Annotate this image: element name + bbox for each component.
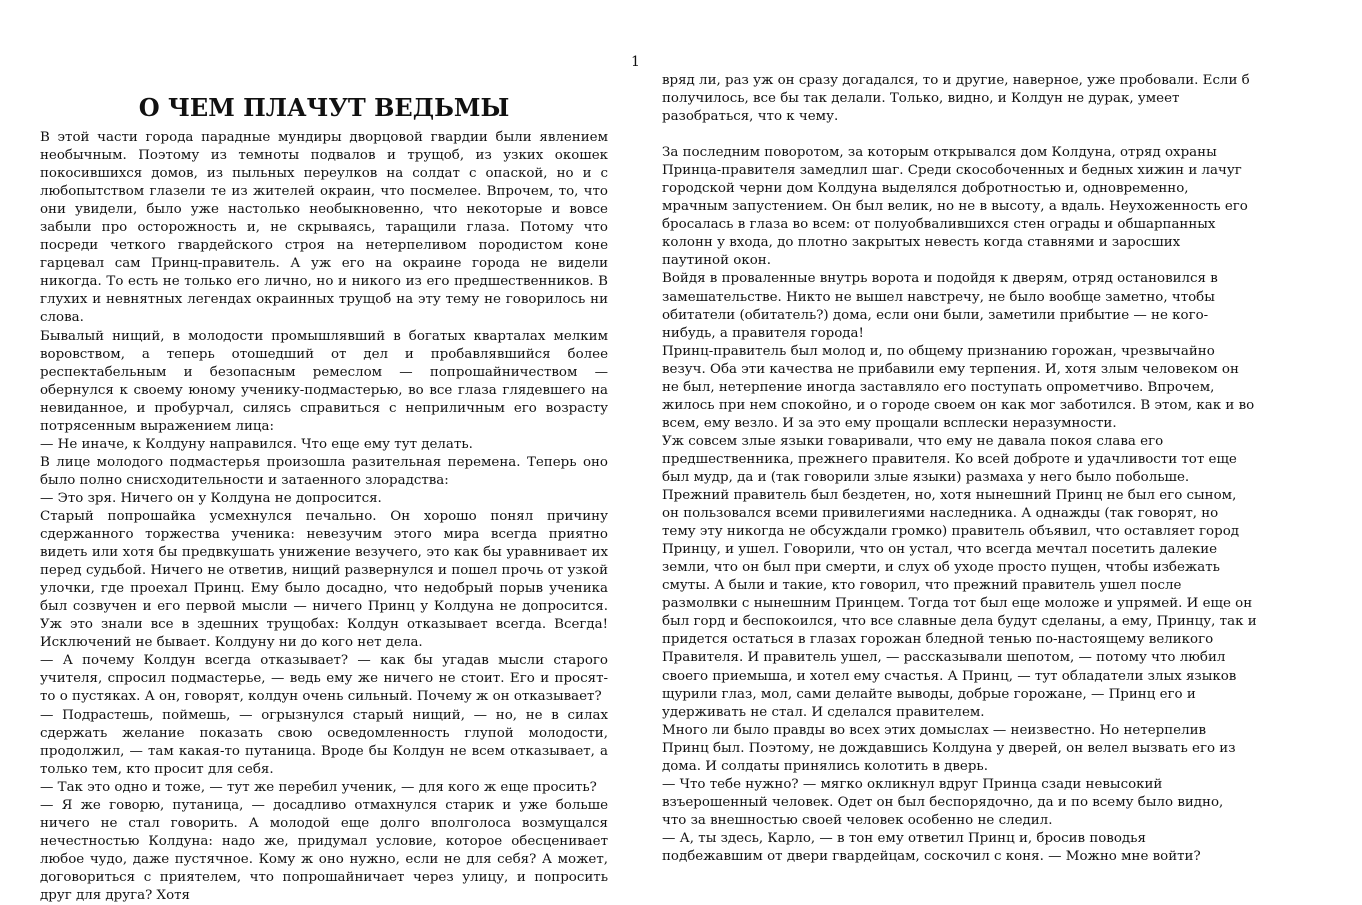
paragraph: — Подрастешь, поймешь, — огрызнулся старый нищий, — но, не в силах сдержать желание показать свою осведомленность глупой молодости, продолжил, — там какая-то путаница. Вроде бы Колдун не всем отказывает, а только тем, кто просит для себя. <box>40 707 608 777</box>
text-line: щурили глаз, мол, сами делайте выводы, добрые горожане, — Принц его и <box>662 686 1196 702</box>
text-line: — А, ты здесь, Карло, — в тон ему ответил Принц и, бросив поводья <box>662 830 1146 846</box>
chapter-title: О ЧЕМ ПЛАЧУТ ВЕДЬМЫ <box>138 93 510 122</box>
text-line: всем, ему везло. И за это ему прощали всплески неразумности. <box>662 415 1117 431</box>
paragraph: Старый попрошайка усмехнулся печально. Он хорошо понял причину сдержанного торжества ученика: невезучим этого мира всегда приятно видеть или хотя бы предвкушать унижение везучего, это как бы уравнивает их перед судьбой. Ничего не ответив, нищий развернулся и пошел прочь от узкой улочки, где проехал Принц. Ему было досадно, что недобрый порыв ученика был созвучен и его первой мысли — ничего Принц у Колдуна не допросится. Уж это знали все в здешних трущобах: Колдун отказывает всегда. Всегда! Исключений не бывает. Колдуну ни до кого нет дела. <box>40 508 608 651</box>
paragraph: — Не иначе, к Колдуну направился. Что еще ему тут делать. <box>40 436 473 452</box>
paragraph: — А почему Колдун всегда отказывает? — как бы угадав мысли старого учителя, спросил подмастерье, — ведь ему же ничего не стоит. Его и просят-то о пустяках. А он, говорят, колдун очень сильный. Почему ж он отказывает? <box>40 653 608 705</box>
text-line: Много ли было правды во всех этих домыслах — неизвестно. Но нетерпелив <box>662 722 1207 738</box>
text-line: земли, что он был при смерти, и слух об уходе просто пущен, чтобы избежать <box>662 560 1220 576</box>
page-number: 1 <box>631 54 640 70</box>
text-line: колонн у входа, до плотно закрытых невесть когда ставнями и заросших <box>662 235 1181 251</box>
left-column <box>40 0 608 903</box>
text-line: он пользовался всеми привилегиями наследника. А однажды (так говорят, но <box>662 506 1219 522</box>
text-line: Принцу, и ушел. Говорили, что он устал, что всегда мечтал посетить далекие <box>662 542 1218 558</box>
text-line: Прежний правитель был бездетен, но, хотя нынешний Принц не был его сыном, <box>662 488 1237 504</box>
text-line: везуч. Оба эти качества не прибавили ему терпения. И, хотя злым человеком он <box>662 361 1239 377</box>
text-line: мрачным запустением. Он был велик, но не в высоту, а вдаль. Неухоженность его <box>662 199 1248 215</box>
left-body-text <box>40 129 608 905</box>
paragraph: — Так это одно и тоже, — тут же перебил ученик, — для кого ж еще просить? <box>40 779 597 795</box>
text-line: удерживать не стал. И сделался правителем. <box>662 704 985 720</box>
paragraph: В этой части города парадные мундиры дворцовой гвардии были явлением необычным. Поэтому из темноты подвалов и трущоб, из узких окошек покосившихся домов, из пыльных переулков на солдат с опаской, но и с любопытством глазели те из жителей окраин, что посмелее. Впрочем, то, что они увидели, было уже настолько необыкновенно, что некоторые и вовсе забыли про осторожность и, не скрываясь, таращили глаза. Потому что посреди четкого гвардейского строя на нетерпеливом породистом коне гарцевал сам Принц-правитель. А уж его на окраине города не видели никогда. То есть не только его лично, но и никого из его предшественников. В глухих и невнятных легендах окраинных трущоб на эту тему не говорилось ни слова. <box>40 130 608 326</box>
text-line: смуты. А были и такие, кто говорил, что прежний правитель ушел после <box>662 578 1182 594</box>
text-line: был горд и беспокоился, что все славные дела будут сделаны, а ему, Принцу, так и <box>662 614 1257 630</box>
text-line: взъерошенный человек. Одет он был беспорядочно, да и по всему было видно, <box>662 794 1224 810</box>
text-line: вряд ли, раз уж он сразу догадался, то и другие, наверное, уже пробовали. Если б <box>662 73 1250 88</box>
text-line: городской черни дом Колдуна выделялся добротностью и, одновременно, <box>662 181 1189 197</box>
text-line: Принц-правитель был молод и, по общему признанию горожан, чрезвычайно <box>662 343 1215 359</box>
paragraph: В лице молодого подмастерья произошла разительная перемена. Теперь оно было полно снисходительности и затаенного злорадства: <box>40 454 608 488</box>
text-line: размолвки с нынешним Принцем. Тогда тот был еще моложе и упрямей. И еще он <box>662 596 1253 612</box>
text-line: что за внешностью своей человек особенно не следил. <box>662 812 1053 828</box>
paragraph: — Я же говорю, путаница, — досадливо отмахнулся старик и уже больше ничего не стал говорить. А молодой еще долго вполголоса возмущался нечестностью Колдуна: надо же, придумал условие, которое обесценивает любое чудо, даже пустячное. Кому ж оно нужно, если не для себя? А может, договориться с приятелем, что попрошайничает через улицу, и попросить друг для друга? Хотя <box>40 797 608 903</box>
paragraph-gap <box>662 126 1362 144</box>
text-line: получилось, все бы так делали. Только, видно, и Колдун не дурак, умеет <box>662 91 1180 107</box>
paragraph: Бывалый нищий, в молодости промышлявший в богатых кварталах мелким воровством, а теперь отошедший от дел и пробавлявшийся более респектабельным и безопасным ремеслом — попрошайничеством — обернулся к своему юному ученику-подмастерью, во все глаза глядевшего на невиданное, и пробурчал, силясь справиться с неприличным его возрасту потрясенным выражением лица: <box>40 328 608 434</box>
text-line: предшественника, прежнего правителя. Ко всей доброте и удачливости тот еще <box>662 451 1237 467</box>
text-line: был мудр, да и (так говорили злые языки) размаха у него было побольше. <box>662 469 1190 485</box>
right-body-text <box>662 72 1362 866</box>
text-line: не был, нетерпение иногда заставляло его поступать опрометчиво. Впрочем, <box>662 379 1215 395</box>
text-line: За последним поворотом, за которым открывался дом Колдуна, отряд охраны <box>662 145 1217 161</box>
paragraph: — Это зря. Ничего он у Колдуна не допросится. <box>40 490 382 506</box>
text-line: нибудь, а правителя города! <box>662 325 864 341</box>
text-line: придется остаться в глазах горожан бледной тенью по-настоящему великого <box>662 632 1214 648</box>
text-line: тему эту никогда не обсуждали громко) правитель объявил, что оставляет город <box>662 524 1240 540</box>
text-line: обитатели (обитатель?) дома, если они были, заметили прибытие — не кого- <box>662 307 1209 323</box>
text-line: Уж совсем злые языки говаривали, что ему не давала покоя слава его <box>662 433 1164 449</box>
text-line: замешательстве. Никто не вышел навстречу, не было вообще заметно, чтобы <box>662 289 1215 305</box>
text-line: Принца-правителя замедлил шаг. Среди скособоченных и бедных хижин и лачуг <box>662 163 1242 179</box>
text-line: разобраться, что к чему. <box>662 109 839 125</box>
text-line: Правителя. И правитель ушел, — рассказывали шепотом, — потому что любил <box>662 650 1226 666</box>
text-line: бросалась в глаза во всем: от полуобвалившихся стен ограды и обшарпанных <box>662 217 1216 233</box>
text-line: Войдя в проваленные внутрь ворота и подойдя к дверям, отряд остановился в <box>662 271 1218 287</box>
text-line: Принц был. Поэтому, не дождавшись Колдуна у дверей, он велел вызвать его из <box>662 740 1236 756</box>
text-line: паутиной окон. <box>662 253 771 269</box>
text-line: жилось при нем спокойно, и о городе своем он как мог заботился. В этом, как и во <box>662 397 1255 413</box>
text-line: подбежавшим от двери гвардейцам, соскочил с коня. — Можно мне войти? <box>662 848 1201 864</box>
text-line: — Что тебе нужно? — мягко окликнул вдруг Принца сзади невысокий <box>662 776 1163 792</box>
right-column <box>662 0 1257 890</box>
text-line: дома. И солдаты принялись колотить в дверь. <box>662 758 988 774</box>
text-line: своего приемыша, и хотел ему счастья. А Принц, — тут обладатели злых языков <box>662 668 1237 684</box>
